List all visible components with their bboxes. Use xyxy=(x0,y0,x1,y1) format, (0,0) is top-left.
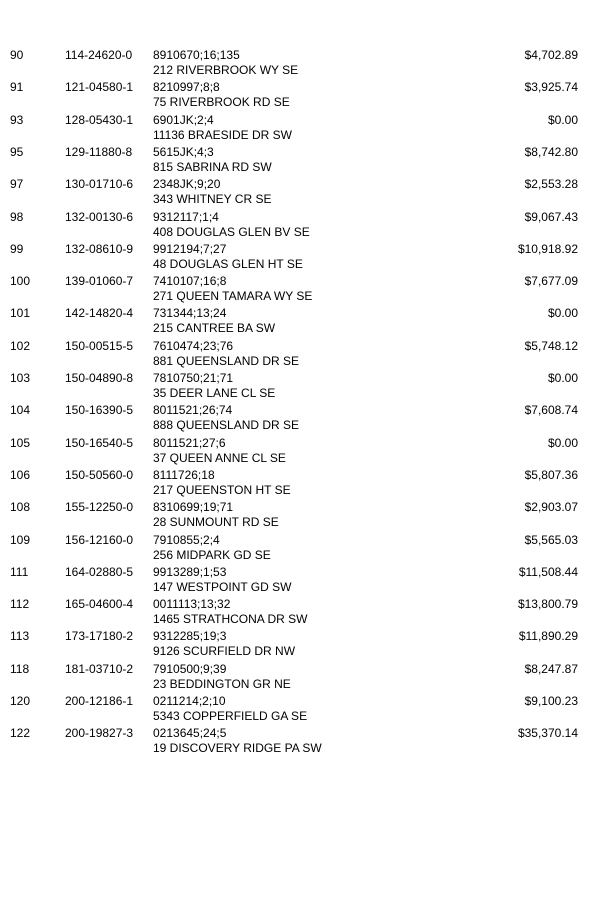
property-address: 28 SUNMOUNT RD SE xyxy=(153,515,279,530)
record-number: 106 xyxy=(10,467,31,482)
legal-description: 0213645;24;5 xyxy=(153,726,227,741)
amount-owing: $11,508.44 xyxy=(518,564,578,579)
roll-number: 150-00515-5 xyxy=(65,338,134,353)
legal-description: 8011521;26;74 xyxy=(153,403,233,418)
record-row xyxy=(0,500,595,532)
record-number: 99 xyxy=(10,241,24,256)
roll-number: 132-00130-6 xyxy=(65,209,134,224)
roll-number: 150-16390-5 xyxy=(65,403,134,418)
roll-number: 128-05430-1 xyxy=(65,112,134,127)
record-number: 120 xyxy=(10,694,31,708)
roll-number: 155-12250-0 xyxy=(65,500,134,515)
amount-owing: $9,100.23 xyxy=(524,694,578,708)
record-row xyxy=(0,113,595,145)
amount-owing: $11,890.29 xyxy=(518,629,578,644)
roll-number: 156-12160-0 xyxy=(65,532,134,547)
roll-number: 121-04580-1 xyxy=(65,80,134,95)
amount-owing: $2,553.28 xyxy=(524,177,578,192)
roll-number: 129-11880-8 xyxy=(65,144,133,159)
roll-number: 142-14820-4 xyxy=(65,306,134,321)
roll-number: 139-01060-7 xyxy=(65,274,134,289)
roll-number: 200-19827-3 xyxy=(65,726,134,741)
legal-description: 8910670;16;135 xyxy=(153,48,240,62)
record-number: 97 xyxy=(10,177,24,192)
amount-owing: $3,925.74 xyxy=(524,80,578,95)
roll-number: 200-12186-1 xyxy=(65,694,134,708)
amount-owing: $7,677.09 xyxy=(524,274,578,289)
roll-number: 150-04890-8 xyxy=(65,371,134,385)
record-number: 109 xyxy=(10,532,31,547)
legal-description: 9913289;1;53 xyxy=(153,564,227,579)
record-number: 95 xyxy=(10,144,24,159)
amount-owing: $5,748.12 xyxy=(524,338,578,353)
record-number: 118 xyxy=(10,661,30,676)
property-address: 217 QUEENSTON HT SE xyxy=(153,482,291,497)
legal-description: 0011113;13;32 xyxy=(153,597,231,612)
property-address: 5343 COPPERFIELD GA SE xyxy=(153,709,308,723)
roll-number: 150-50560-0 xyxy=(65,467,134,482)
property-address: 256 MIDPARK GD SE xyxy=(153,547,271,562)
amount-owing: $4,702.89 xyxy=(524,48,578,62)
legal-description: 6901JK;2;4 xyxy=(153,112,214,127)
property-address: 35 DEER LANE CL SE xyxy=(153,386,276,400)
record-number: 103 xyxy=(10,371,31,385)
property-address: 9126 SCURFIELD DR NW xyxy=(153,644,296,659)
record-row xyxy=(0,597,595,629)
amount-owing: $7,608.74 xyxy=(524,403,578,418)
amount-owing: $0.00 xyxy=(547,371,578,385)
record-row xyxy=(0,403,595,435)
amount-owing: $0.00 xyxy=(547,435,578,450)
record-number: 122 xyxy=(10,726,31,741)
record-row xyxy=(0,339,595,371)
legal-description: 8310699;19;71 xyxy=(153,500,234,515)
record-number: 93 xyxy=(10,112,24,127)
legal-description: 7810750;21;71 xyxy=(153,371,234,385)
record-row xyxy=(0,274,595,306)
record-row xyxy=(0,565,595,597)
roll-number: 150-16540-5 xyxy=(65,435,134,450)
amount-owing: $8,742.80 xyxy=(524,144,578,159)
record-row xyxy=(0,533,595,565)
property-address: 19 DISCOVERY RIDGE PA SW xyxy=(153,741,322,756)
record-row xyxy=(0,145,595,177)
amount-owing: $9,067.43 xyxy=(524,209,578,224)
property-address: 215 CANTREE BA SW xyxy=(153,321,276,336)
legal-description: 8210997;8;8 xyxy=(153,80,220,95)
record-row xyxy=(0,80,595,112)
roll-number: 173-17180-2 xyxy=(65,629,134,644)
property-address: 815 SABRINA RD SW xyxy=(153,159,272,174)
record-row xyxy=(0,177,595,209)
roll-number: 132-08610-9 xyxy=(65,241,134,256)
legal-description: 7910500;9;39 xyxy=(153,661,227,676)
roll-number: 181-03710-2 xyxy=(65,661,134,676)
record-row xyxy=(0,726,595,758)
legal-description: 2348JK;9;20 xyxy=(153,177,221,192)
amount-owing: $0.00 xyxy=(547,306,578,321)
property-address: 408 DOUGLAS GLEN BV SE xyxy=(153,224,310,239)
amount-owing: $35,370.14 xyxy=(517,726,578,741)
legal-description: 9912194;7;27 xyxy=(153,241,227,256)
property-address: 271 QUEEN TAMARA WY SE xyxy=(153,289,313,304)
amount-owing: $5,807.36 xyxy=(524,467,578,482)
property-address: 881 QUEENSLAND DR SE xyxy=(153,353,300,368)
record-row xyxy=(0,468,595,500)
record-number: 111 xyxy=(10,564,29,579)
record-row xyxy=(0,629,595,661)
roll-number: 165-04600-4 xyxy=(65,597,134,612)
record-number: 90 xyxy=(10,48,24,62)
amount-owing: $10,918.92 xyxy=(517,241,578,256)
record-number: 104 xyxy=(10,403,31,418)
record-number: 102 xyxy=(10,338,31,353)
record-number: 98 xyxy=(10,209,24,224)
roll-number: 130-01710-6 xyxy=(65,177,134,192)
legal-description: 9312285;19;3 xyxy=(153,629,227,644)
record-number: 108 xyxy=(10,500,31,515)
amount-owing: $13,800.79 xyxy=(517,597,578,612)
legal-description: 7910855;2;4 xyxy=(153,532,220,547)
property-address: 1465 STRATHCONA DR SW xyxy=(153,612,308,627)
record-row xyxy=(0,48,595,80)
legal-description: 8011521;27;6 xyxy=(153,435,226,450)
amount-owing: $5,565.03 xyxy=(524,532,578,547)
property-address: 23 BEDDINGTON GR NE xyxy=(153,676,291,691)
legal-description: 0211214;2;10 xyxy=(153,694,226,708)
record-number: 101 xyxy=(10,306,31,321)
record-row xyxy=(0,306,595,338)
record-number: 100 xyxy=(10,274,31,289)
legal-description: 8111726;18 xyxy=(153,467,215,482)
amount-owing: $0.00 xyxy=(547,112,578,127)
record-row xyxy=(0,371,595,403)
record-row xyxy=(0,242,595,274)
legal-description: 5615JK;4;3 xyxy=(153,144,214,159)
property-address: 11136 BRAESIDE DR SW xyxy=(153,127,292,142)
record-row xyxy=(0,694,595,726)
legal-description: 731344;13;24 xyxy=(153,306,227,321)
amount-owing: $2,903.07 xyxy=(524,500,578,515)
record-row xyxy=(0,662,595,694)
property-address: 37 QUEEN ANNE CL SE xyxy=(153,450,286,465)
legal-description: 9312117;1;4 xyxy=(153,209,219,224)
legal-description: 7410107;16;8 xyxy=(153,274,227,289)
property-address: 212 RIVERBROOK WY SE xyxy=(153,63,299,77)
record-number: 91 xyxy=(10,80,24,95)
roll-number: 114-24620-0 xyxy=(65,48,133,62)
record-number: 112 xyxy=(10,597,30,612)
property-address: 75 RIVERBROOK RD SE xyxy=(153,95,290,110)
property-address: 147 WESTPOINT GD SW xyxy=(153,579,292,594)
record-number: 105 xyxy=(10,435,31,450)
property-address: 48 DOUGLAS GLEN HT SE xyxy=(153,256,303,271)
legal-description: 7610474;23;76 xyxy=(153,338,234,353)
record-row xyxy=(0,436,595,468)
property-address: 343 WHITNEY CR SE xyxy=(153,192,272,207)
property-address: 888 QUEENSLAND DR SE xyxy=(153,418,300,433)
amount-owing: $8,247.87 xyxy=(524,661,578,676)
roll-number: 164-02880-5 xyxy=(65,564,134,579)
record-row xyxy=(0,210,595,242)
record-number: 113 xyxy=(10,629,30,644)
